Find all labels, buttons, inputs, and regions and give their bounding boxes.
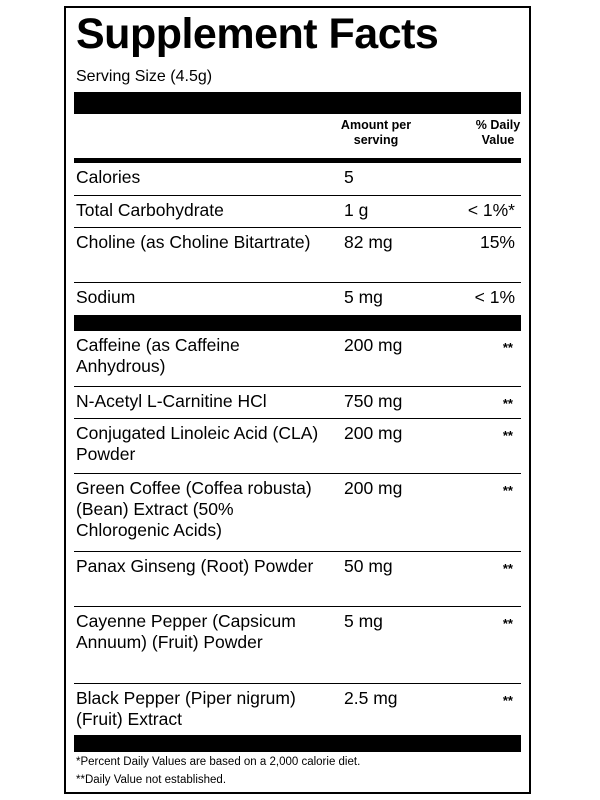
- ingredient-amount: 200 mg: [344, 478, 403, 498]
- ingredient-row-black-pepper: [74, 683, 521, 736]
- ingredient-row-panax-ginseng: [74, 551, 521, 607]
- thick-divider-bottom: [74, 735, 521, 752]
- ingredient-amount: 750 mg: [344, 391, 403, 411]
- serving-size: Serving Size (4.5g): [76, 68, 213, 85]
- nutrient-name: Calories: [76, 167, 141, 187]
- supplement-facts-label: [64, 6, 531, 794]
- label-title: Supplement Facts: [76, 10, 439, 58]
- nutrient-daily-value: < 1%*: [467, 200, 515, 220]
- ingredient-row-green-coffee: [74, 473, 521, 552]
- ingredient-name: Black Pepper (Piper nigrum) (Fruit) Extract: [76, 688, 296, 729]
- nutrient-daily-value: < 1%: [474, 287, 515, 307]
- ingredient-daily-value: **: [502, 616, 513, 631]
- nutrient-row-choline: [74, 227, 521, 283]
- nutrient-name: Choline (as Choline Bitartrate): [76, 232, 311, 252]
- ingredient-name: N-Acetyl L-Carnitine HCl: [76, 391, 267, 411]
- nutrient-name: Sodium: [76, 287, 136, 307]
- ingredient-daily-value: **: [502, 428, 513, 443]
- ingredient-name: Green Coffee (Coffea robusta) (Bean) Extract (50% Chlorogenic Acids): [76, 478, 312, 540]
- thick-divider-top: [74, 92, 521, 114]
- ingredient-daily-value: **: [502, 483, 513, 498]
- ingredient-amount: 2.5 mg: [344, 688, 398, 708]
- nutrient-amount: 5: [344, 167, 354, 187]
- nutrient-amount: 5 mg: [344, 287, 383, 307]
- footnote-not-established: **Daily Value not established.: [76, 774, 227, 786]
- ingredient-amount: 5 mg: [344, 611, 383, 631]
- nutrient-row-calories: [74, 163, 521, 195]
- ingredient-daily-value: **: [502, 561, 513, 576]
- ingredient-amount: 200 mg: [344, 335, 403, 355]
- daily-value-header: % Daily Value: [475, 118, 521, 147]
- nutrient-daily-value: 15%: [479, 232, 515, 252]
- nutrient-amount: 82 mg: [344, 232, 393, 252]
- thick-divider-middle: [74, 315, 521, 331]
- amount-per-serving-header: Amount per serving: [340, 118, 412, 147]
- ingredient-amount: 50 mg: [344, 556, 393, 576]
- ingredient-row-cla: [74, 418, 521, 474]
- ingredient-name: Panax Ginseng (Root) Powder: [76, 556, 314, 576]
- nutrient-amount: 1 g: [344, 200, 369, 220]
- footnote-daily-values: *Percent Daily Values are based on a 2,000 calorie diet.: [76, 756, 361, 768]
- ingredient-daily-value: **: [502, 693, 513, 708]
- ingredient-row-caffeine: [74, 331, 521, 386]
- ingredient-daily-value: **: [502, 340, 513, 355]
- nutrient-name: Total Carbohydrate: [76, 200, 224, 220]
- ingredient-name: Conjugated Linoleic Acid (CLA) Powder: [76, 423, 319, 464]
- ingredient-name: Cayenne Pepper (Capsicum Annuum) (Fruit) Powder: [76, 611, 296, 652]
- ingredient-amount: 200 mg: [344, 423, 403, 443]
- nutrient-row-sodium: [74, 282, 521, 316]
- ingredient-row-cayenne-pepper: [74, 606, 521, 684]
- ingredient-daily-value: **: [502, 396, 513, 411]
- ingredient-row-n-acetyl-l-carnitine: [74, 386, 521, 419]
- nutrient-row-total-carbohydrate: [74, 195, 521, 228]
- ingredient-name: Caffeine (as Caffeine Anhydrous): [76, 335, 240, 376]
